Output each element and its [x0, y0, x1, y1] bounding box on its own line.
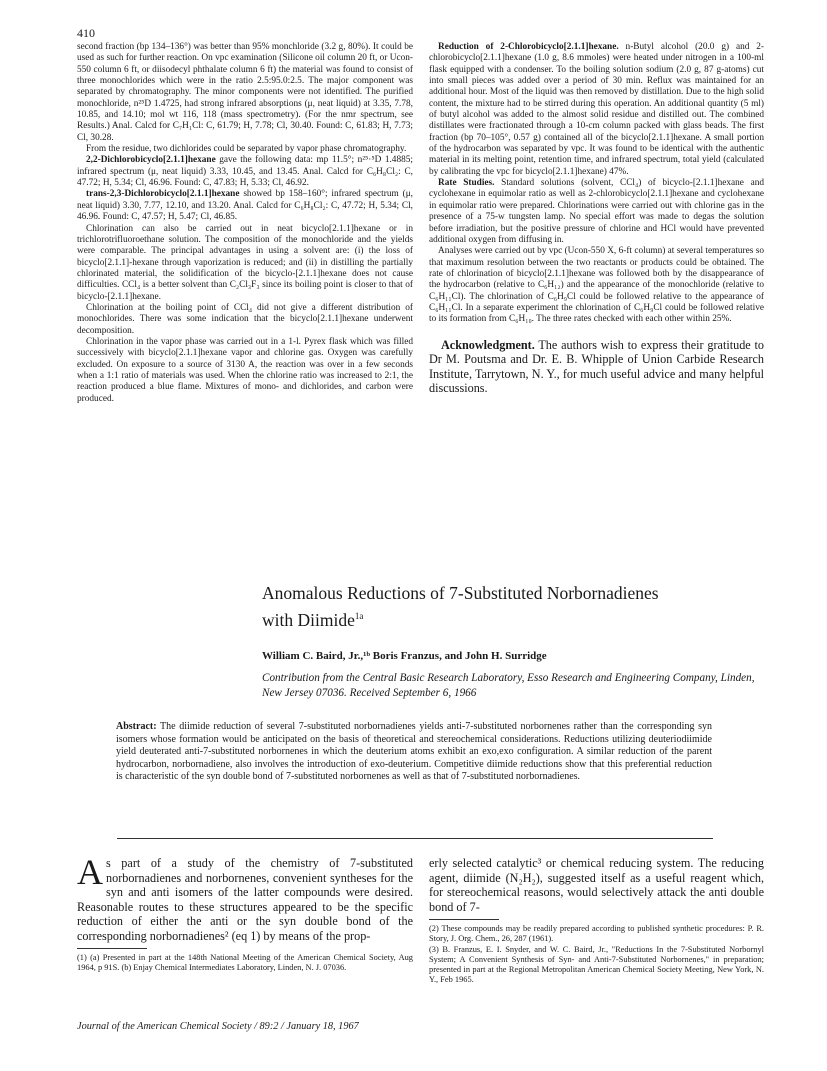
- abstract: Abstract: The diimide reduction of several 7-substituted norbornadienes yields anti-7-substituted norbornenes rather than the corresponding syn isomers whose formation would be anticipated on the basis of theoretical and stereochemical considerations. Reductions utilizing deuteriodiimide yield deuterated anti-7-substituted norbornenes in which the deuterium atoms exhibit an exo,exo configuration. A similar reduction of the parent hydrocarbon, norbornadiene, also involves the introduction of exo-deuterium. Competitive diimide reductions show that this preferential reduction is characteristic of the syn double bond of 7-substituted norbornenes as well as that of 7-substituted norbornadienes.: [116, 721, 712, 782]
- paragraph: Reduction of 2-Chlorobicyclo[2.1.1]hexane. n-Butyl alcohol (20.0 g) and 2-chlorobicyclo[2.1.1]hexane (1.0 g, 8.6 mmoles) were heated under nitrogen in a 100-ml flask equipped with a condenser. To the boiling solution sodium (2.0 g, 87 g-atoms) cut into small pieces was added over a period of 30 min. Reflux was maintained for an additional hour. Most of the liquid was then removed by distillation. Due to the high solid content, the mixture had to be stirred during this operation. An additional quantity (5 ml) of butyl alcohol was added to the almost solid residue and distilled out. The combined distillates were fractionated through a 10-cm column packed with glass beads. The first fraction (bp 70–105°, 0.57 g) contained all of the bicyclo[2.1.1]hexane. A small portion of the hydrocarbon was separated by vpc. It was found to be identical with the authentic material in its melting point, retention time, and infrared spectrum, total yield (calculated by calibrating the vpc for bicyclo[2.1.1]hexane) 47%.: [429, 42, 764, 177]
- abstract-label: Abstract:: [116, 721, 157, 732]
- body-left-column: [77, 852, 413, 974]
- acknowledgment: Acknowledgment. The authors wish to express their gratitude to Dr M. Poutsma and Dr. E. B. Whipple of Union Carbide Research Institute, Tarrytown, N. Y., for much useful advice and many helpful discussions.: [429, 337, 764, 396]
- authors: William C. Baird, Jr.,¹ᵇ Boris Franzus, and John H. Surridge: [262, 650, 547, 662]
- section-heading: Reduction of 2-Chlorobicyclo[2.1.1]hexane.: [438, 42, 619, 52]
- title-line: Anomalous Reductions of 7-Substituted Norbornadienes: [262, 583, 659, 603]
- body-right-column: [429, 856, 764, 985]
- compound-heading: trans-2,3-Dichlorobicyclo[2.1.1]hexane: [86, 189, 240, 200]
- paragraph: Chlorination can also be carried out in neat bicyclo[2.1.1]hexane or in trichlorotrifluoroethane solution. The composition of the monochloride and the yields were comparable. The principal advantages in using a solvent are: (i) the loss of bicyclo[2.1.1]-hexane through vaporization is reduced; and (ii) in distilling the partially chlorinated material, the solidification of the bicyclo-[2.1.1]hexane does not cause difficulties. CCl₄ is a better solvent than C₂Cl₃F₃ since its boiling point is closer to that of bicyclo-[2.1.1]hexane.: [77, 223, 413, 302]
- footnote-rule: [429, 919, 499, 920]
- paragraph: Analyses were carried out by vpc (Ucon-550 X, 6-ft column) at several temperatures so that maximum resolution between the two reactants or products could be obtained. The rate of chlorination of bicyclo[2.1.1]hexane was followed both by the disappearance of the hydrocarbon (relative to C₆H₁₂) and the appearance of the monochloride (relative to C₆H₁₁Cl). The chlorination of C₆H₉Cl could be followed relative to the appearance of C₆H₁₁Cl. In a separate experiment the chlorination of C₆H₉Cl could be followed relative to its formation from C₆H₁₀. The three rates checked with each other within 25%.: [429, 246, 764, 325]
- paragraph: Rate Studies. Standard solutions (solvent, CCl₄) of bicyclo-[2.1.1]hexane and cyclohexane in equimolar ratio as well as 2-chlorobicyclo[2.1.1]hexane and cyclohexane in equimolar ratio were prepared. Chlorinations were carried out with chlorine gas in the presence of a 75-w tungsten lamp. No special effort was made to degas the solution before irradiation, but the positive pressure of chlorine and HCl would have prevented additional oxygen from diffusing in.: [429, 178, 765, 245]
- title-line: with Diimide$^{1a}$: [262, 609, 364, 630]
- footnote-marker: 1a: [354, 611, 364, 621]
- divider: [117, 838, 713, 839]
- intro-paragraph: As part of a study of the chemistry of 7-substituted norbornadienes and norbornenes, convenient syntheses for the syn and anti isomers of the latter compounds were desired. Reasonable routes to these structures appeared to be the specific reduction of either the anti or the syn double bond of the corresponding norbornadienes² (eq 1) by means of the prop-: [77, 852, 413, 943]
- paragraph: 2,2-Dichlorobicyclo[2.1.1]hexane gave the following data: mp 11.5°; n²⁵·⁵D 1.4885; infrared spectrum (μ, neat liquid) 3.33, 10.45, and 13.45. Anal. Calcd for C₆H₈Cl₂: C, 47.72; H, 5.34; Cl, 46.96. Found: C, 47.83; H, 5.33; Cl, 46.92.: [77, 155, 413, 189]
- paragraph: trans-2,3-Dichlorobicyclo[2.1.1]hexane showed bp 158–160°; infrared spectrum (μ, neat liquid) 3.30, 7.77, 12.10, and 13.20. Anal. Calcd for C₆H₈Cl₂: C, 47.72; H, 5.34; Cl, 46.96. Found: C, 47.57; H, 5.47; Cl, 46.85.: [77, 189, 413, 223]
- acknowledgment-heading: Acknowledgment.: [441, 337, 535, 352]
- page-number: 410: [77, 26, 95, 40]
- left-column: [77, 42, 413, 405]
- paragraph: From the residue, two dichlorides could be separated by vapor phase chromatography.: [86, 144, 407, 155]
- drop-cap: A: [77, 852, 103, 892]
- paragraph: Chlorination at the boiling point of CCl₄ did not give a different distribution of monochlorides. There was some indication that the bicyclo[2.1.1]hexane underwent decomposition.: [77, 302, 413, 336]
- right-column: [429, 42, 764, 396]
- affiliation: Contribution from the Central Basic Research Laboratory, Esso Research and Engineering Company, Linden, New Jersey 07036. Received September 6, 1966: [262, 672, 755, 699]
- compound-heading: 2,2-Dichlorobicyclo[2.1.1]hexane: [86, 155, 216, 166]
- footnote: (1) (a) Presented in part at the 148th National Meeting of the American Chemical Society, Aug 1964, p 91S. (b) Enjay Chemical Intermediates Laboratory, Linden, N. J. 07036.: [77, 953, 413, 973]
- footnote-rule: [77, 948, 147, 949]
- section-heading: Rate Studies.: [438, 178, 495, 189]
- footnote: (3) B. Franzus, E. I. Snyder, and W. C. Baird, Jr., "Reductions In the 7-Substituted Norbornyl System; A Convenient Synthesis of Syn- and Anti-7-Substituted Norbornenes," in preparation; presented in part at the Regional Metropolitan American Chemical Society Meeting, New York, N. Y., Feb 1965.: [429, 944, 764, 985]
- paragraph: Chlorination in the vapor phase was carried out in a 1-l. Pyrex flask which was filled successively with bicyclo[2.1.1]hexane vapor and chlorine gas. Oxygen was carefully excluded. On exposure to a source of 3130 A, the reaction was over in a few seconds when a 1:1 ratio of materials was used. When the chlorine ratio was increased to 2:1, the reaction produced a blue flame. Mixtures of mono- and dichlorides, and carbon were produced.: [77, 336, 413, 404]
- body-paragraph: erly selected catalytic³ or chemical reducing system. The reducing agent, diimide (N₂H₂), suggested itself as a useful reagent which, for stereochemical reasons, would selectively attack the anti double bond of 7-: [429, 856, 764, 914]
- article-title: [262, 582, 732, 632]
- footnote: (2) These compounds may be readily prepared according to published synthetic procedures: P. R. Story, J. Org. Chem., 26, 287 (1961).: [429, 924, 764, 944]
- paragraph: second fraction (bp 134–136°) was better than 95% monchloride (3.2 g, 80%). It could be used as such for further reaction. On vpc examination (Silicone oil column 20 ft, or Ucon-550 column 6 ft, or diisodecyl phthalate column 6 ft) the material was found to consist of three monochlorides which were in the ratio 2.5:95.0:2.5. The major component was separated by chromatography. The minor components were not identified. The purified monochloride, n²⁵D 1.4725, had strong infrared absorptions (μ, neat liquid) at 3.35, 7.78, 10.85, and 14.10; mol wt 116, 118 (mass spectrometry). (For the nmr spectrum, see Results.) Anal. Calcd for C₇H₁Cl: C, 61.79; H, 7.78; Cl, 30.40. Found: C, 61.83; H, 7.73; Cl, 30.28.: [77, 42, 413, 143]
- journal-footer: Journal of the American Chemical Society / 89:2 / January 18, 1967: [77, 1021, 359, 1032]
